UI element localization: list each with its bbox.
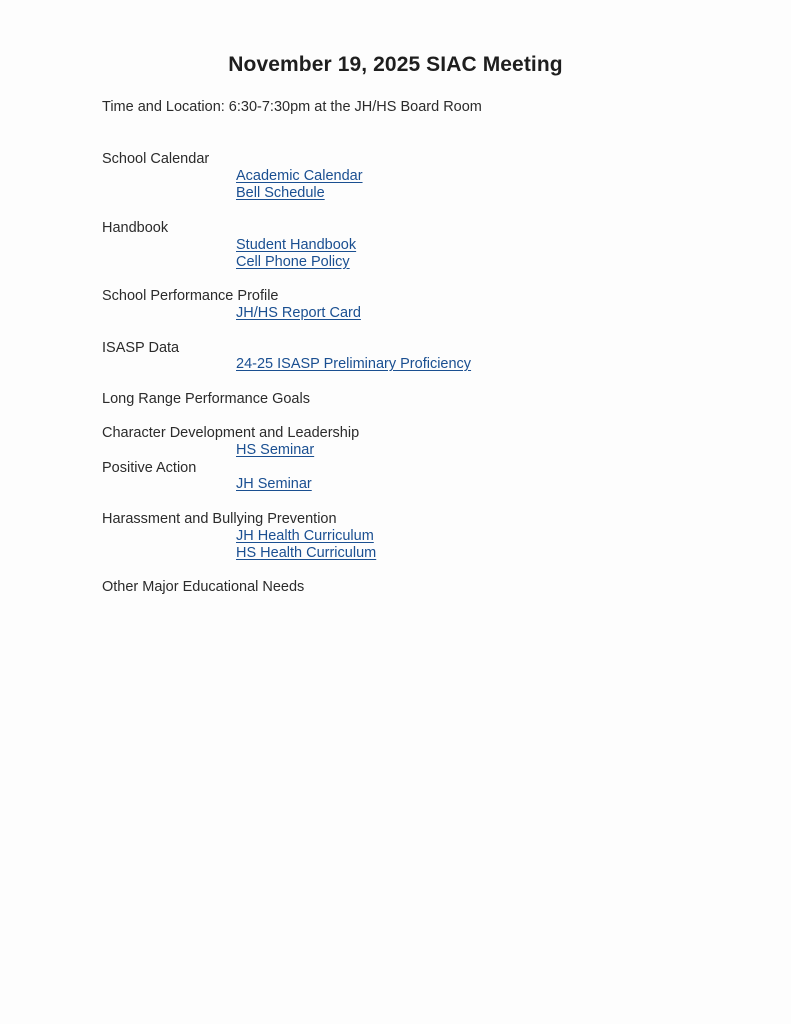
cell-phone-policy-link[interactable]: Cell Phone Policy [236,254,350,270]
hs-health-curriculum-link[interactable]: HS Health Curriculum [236,545,377,561]
jh-health-curriculum-link[interactable]: JH Health Curriculum [236,528,374,544]
page-title: November 19, 2025 SIAC Meeting [228,53,563,76]
isasp-proficiency-link[interactable]: 24-25 ISASP Preliminary Proficiency [236,356,472,372]
report-card-link[interactable]: JH/HS Report Card [236,305,361,321]
section-heading-long-range-goals: Long Range Performance Goals [102,391,310,407]
section-heading-other-needs: Other Major Educational Needs [102,579,305,595]
section-heading-positive-action: Positive Action [102,460,197,476]
section-heading-handbook: Handbook [102,220,169,236]
hs-seminar-link[interactable]: HS Seminar [236,442,315,458]
student-handbook-link[interactable]: Student Handbook [236,237,357,253]
section-heading-isasp: ISASP Data [102,340,180,356]
jh-seminar-link[interactable]: JH Seminar [236,476,312,492]
section-heading-harassment-prevention: Harassment and Bullying Prevention [102,511,337,527]
section-heading-school-calendar: School Calendar [102,151,210,167]
section-heading-performance-profile: School Performance Profile [102,288,279,304]
academic-calendar-link[interactable]: Academic Calendar [236,168,363,184]
time-location-text: Time and Location: 6:30-7:30pm at the JH/HS Board Room [102,99,482,115]
section-heading-character-development: Character Development and Leadership [102,425,360,441]
bell-schedule-link[interactable]: Bell Schedule [236,185,325,201]
